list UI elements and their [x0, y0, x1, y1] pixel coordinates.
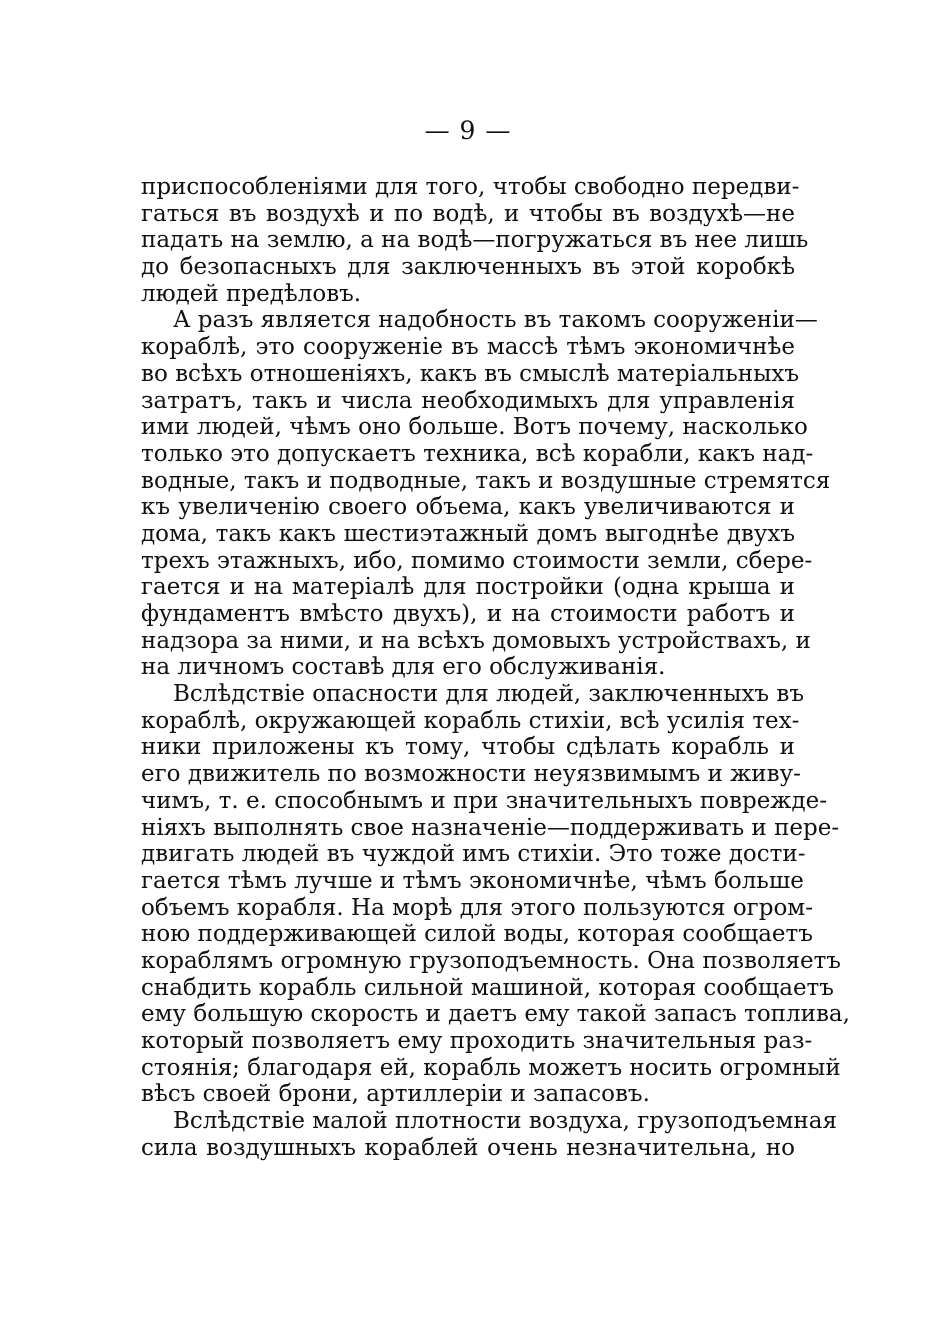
text-line: ніяхъ выполнять свое назначеніе—поддерживать и пере- [141, 814, 840, 841]
text-line: гается и на матеріалѣ для постройки (одна крыша и [141, 574, 795, 601]
text-line: дома, такъ какъ шестиэтажный домъ выгоднѣе двухъ [141, 520, 795, 547]
text-line: ники приложены къ тому, чтобы сдѣлать корабль и [141, 734, 795, 761]
text-line: кораблѣ, окружающей корабль стихіи, всѣ усилія тех- [141, 707, 800, 734]
text-line: двигать людей въ чуждой имъ стихіи. Это тоже дости- [141, 841, 806, 868]
text-line: объемъ корабля. На морѣ для этого пользуются огром- [141, 894, 813, 921]
text-line: падать на землю, а на водѣ—погружаться въ нее лишь [141, 227, 809, 254]
text-line: А разъ является надобность въ такомъ сооруженіи— [173, 307, 818, 334]
text-line: ими людей, чѣмъ оно больше. Вотъ почему, насколько [141, 414, 808, 441]
text-line: Вслѣдствіе малой плотности воздуха, грузоподъемная [173, 1108, 837, 1135]
text-line: фундаментъ вмѣсто двухъ), и на стоимости работъ и [141, 601, 795, 627]
text-line: чимъ, т. е. способнымъ и при значительныхъ поврежде- [141, 787, 828, 814]
text-line: ною поддерживающей силой воды, которая сообщаетъ [141, 921, 813, 948]
text-line: который позволяетъ ему проходить значительныя раз- [141, 1028, 813, 1054]
text-line: снабдить корабль сильной машиной, которая сообщаетъ [141, 974, 834, 1001]
text-line: до безопасныхъ для заключенныхъ въ этой коробкѣ [141, 254, 795, 281]
text-line: его движитель по возможности неуязвимымъ и живу- [141, 761, 801, 788]
text-line: затратъ, такъ и числа необходимыхъ для управленія [141, 387, 795, 414]
text-line: на личномъ составѣ для его обслуживанія. [141, 654, 666, 681]
text-line: кораблѣ, это сооруженіе въ массѣ тѣмъ экономичнѣе [141, 334, 795, 361]
text-line: водные, такъ и подводные, такъ и воздушные стремятся [141, 467, 831, 494]
text-line: приспособленіями для того, чтобы свободно передви- [141, 174, 800, 200]
text-line: стоянія; благодаря ей, корабль можетъ носить огромный [141, 1054, 841, 1081]
text-line: только это допускаетъ техника, всѣ корабли, какъ над- [141, 440, 814, 467]
text-line: сила воздушныхъ кораблей очень незначительна, но [141, 1134, 795, 1161]
text-line: кораблямъ огромную грузоподъемность. Она позволяетъ [141, 947, 841, 974]
text-line: гается тѣмъ лучше и тѣмъ экономичнѣе, чѣмъ больше [141, 867, 804, 894]
text-line: вѣсъ своей брони, артиллеріи и запасовъ. [141, 1081, 650, 1108]
text-line: ему большую скорость и даетъ ему такой запасъ топлива, [141, 1001, 850, 1028]
text-line: трехъ этажныхъ, ибо, помимо стоимости земли, сбере- [141, 547, 813, 574]
body-text [141, 174, 850, 1161]
text-line: во всѣхъ отношеніяхъ, какъ въ смыслѣ матеріальныхъ [141, 360, 800, 387]
text-line: Вслѣдствіе опасности для людей, заключенныхъ въ [173, 681, 804, 708]
text-line: надзора за ними, и на всѣхъ домовыхъ устройствахъ, и [141, 627, 811, 654]
text-line: людей предѣловъ. [141, 280, 362, 307]
text-line: къ увеличенію своего объема, какъ увеличиваются и [141, 494, 795, 521]
page-number: — 9 — [424, 116, 512, 145]
text-line: гаться въ воздухѣ и по водѣ, и чтобы въ воздухѣ—не [141, 200, 795, 227]
